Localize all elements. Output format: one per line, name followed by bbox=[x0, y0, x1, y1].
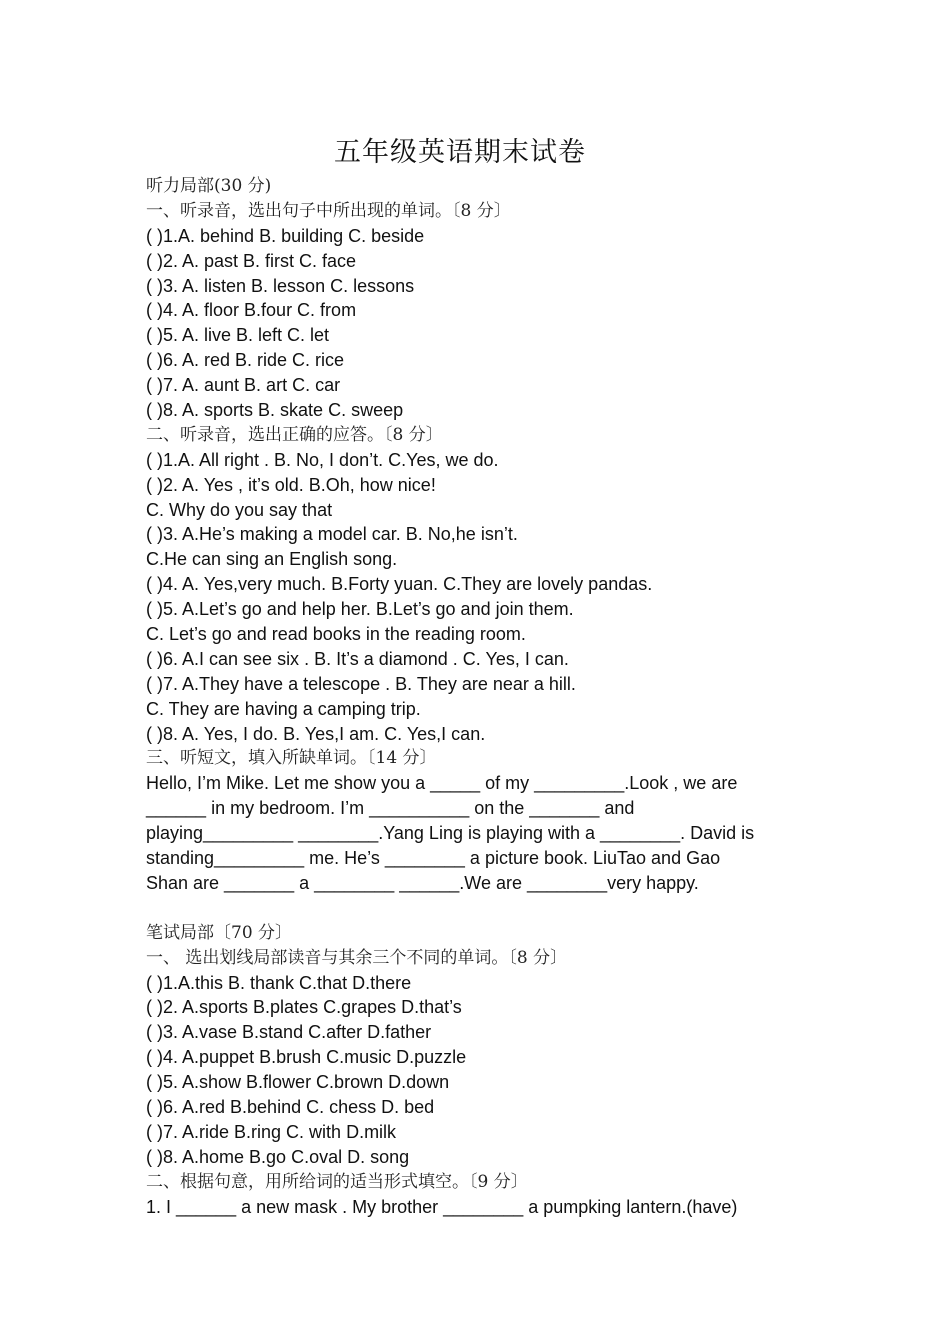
section-heading: 听力局部(30 分) bbox=[146, 176, 272, 196]
question-line: ( )5. A.show B.flower C.brown D.down bbox=[146, 1072, 450, 1093]
question-line: Shan are _______ a ________ ______.We are ________very happy. bbox=[146, 872, 699, 893]
question-line: playing_________ ________.Yang Ling is playing with a ________. David is bbox=[146, 823, 755, 844]
question-line: C. Why do you say that bbox=[146, 499, 333, 520]
document-body bbox=[146, 174, 826, 1219]
question-line: ( )2. A. past B. first C. face bbox=[146, 250, 357, 271]
question-line: ( )7. A.They have a telescope . B. They are near a hill. bbox=[146, 673, 576, 694]
question-line: ( )8. A.home B.go C.oval D. song bbox=[146, 1146, 410, 1167]
question-line: ( )6. A.I can see six . B. It’s a diamond . C. Yes, I can. bbox=[146, 648, 569, 669]
question-line: ( )8. A. sports B. skate C. sweep bbox=[146, 400, 404, 421]
question-line: ( )5. A. live B. left C. let bbox=[146, 325, 330, 346]
section-heading: 二、根据句意，用所给词的适当形式填空。〔9 分〕 bbox=[146, 1171, 528, 1192]
question-line: 1. I ______ a new mask . My brother ________ a pumpking lantern.(have) bbox=[146, 1196, 738, 1217]
question-line: ( )6. A.red B.behind C. chess D. bed bbox=[146, 1096, 435, 1117]
question-line: C. Let’s go and read books in the reading room. bbox=[146, 624, 526, 645]
question-line: ( )7. A.ride B.ring C. with D.milk bbox=[146, 1121, 397, 1142]
question-line: ( )3. A.vase B.stand C.after D.father bbox=[146, 1022, 432, 1043]
question-line: ( )7. A. aunt B. art C. car bbox=[146, 375, 341, 396]
question-line: ( )8. A. Yes, I do. B. Yes,I am. C. Yes,I can. bbox=[146, 723, 486, 744]
section-heading: 一、听录音，选出句子中所出现的单词。〔8 分〕 bbox=[146, 200, 511, 221]
question-line: ( )4. A.puppet B.brush C.music D.puzzle bbox=[146, 1047, 467, 1068]
question-line: ______ in my bedroom. I’m __________ on the _______ and bbox=[146, 798, 635, 819]
question-line: C.He can sing an English song. bbox=[146, 549, 398, 570]
question-line: ( )4. A. Yes,very much. B.Forty yuan. C.They are lovely pandas. bbox=[146, 574, 653, 595]
section-heading: 笔试局部〔70 分〕 bbox=[146, 922, 293, 943]
question-line: standing_________ me. He’s ________ a picture book. LiuTao and Gao bbox=[146, 848, 721, 869]
section-heading: 二、听录音，选出正确的应答。〔8 分〕 bbox=[146, 424, 443, 445]
question-line: ( )1.A.this B. thank C.that D.there bbox=[146, 972, 412, 993]
question-line: C. They are having a camping trip. bbox=[146, 698, 421, 719]
question-line: ( )6. A. red B. ride C. rice bbox=[146, 350, 345, 371]
question-line: ( )5. A.Let’s go and help her. B.Let’s go and join them. bbox=[146, 599, 574, 620]
question-line: ( )4. A. floor B.four C. from bbox=[146, 300, 357, 321]
blank-line bbox=[146, 896, 826, 921]
section-heading: 一、 选出划线局部读音与其余三个不同的单词。〔8 分〕 bbox=[146, 947, 568, 968]
question-line: ( )1.A. behind B. building C. beside bbox=[146, 225, 425, 246]
question-line: ( )3. A.He’s making a model car. B. No,he isn’t. bbox=[146, 524, 518, 545]
section-heading: 三、听短文，填入所缺单词。〔14 分〕 bbox=[146, 748, 437, 769]
question-line: ( )2. A. Yes , it’s old. B.Oh, how nice! bbox=[146, 474, 436, 495]
page-title: 五年级英语期末试卷 bbox=[334, 137, 586, 168]
question-line: ( )2. A.sports B.plates C.grapes D.that’s bbox=[146, 997, 462, 1018]
question-line: ( )3. A. listen B. lesson C. lessons bbox=[146, 275, 415, 296]
question-line: Hello, I’m Mike. Let me show you a _____ of my _________.Look , we are bbox=[146, 773, 738, 794]
question-line: ( )1.A. All right . B. No, I don’t. C.Yes, we do. bbox=[146, 449, 499, 470]
